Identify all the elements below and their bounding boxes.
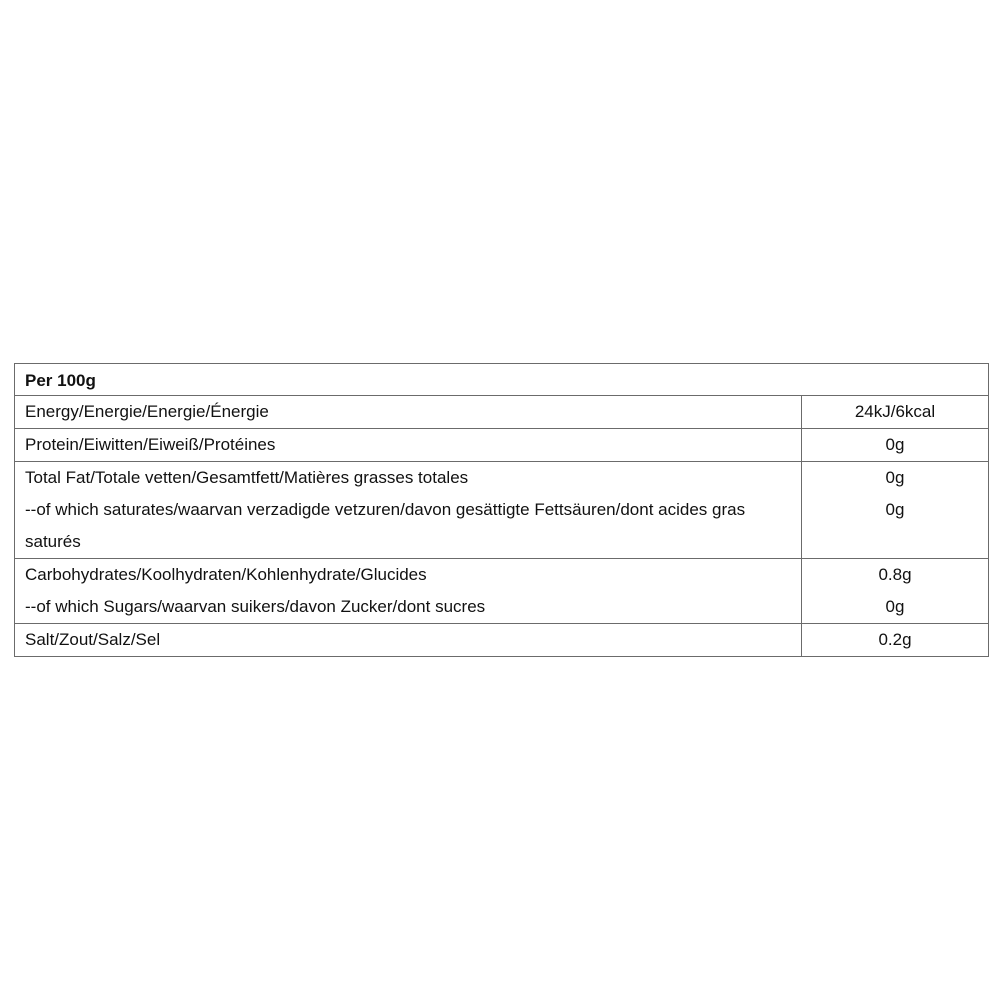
energy-label: Energy/Energie/Energie/Énergie bbox=[25, 402, 269, 421]
saturates-value: 0g bbox=[885, 500, 905, 519]
table-row-carbohydrates bbox=[15, 559, 989, 624]
table-header-row bbox=[15, 364, 989, 396]
row-value-cell bbox=[802, 462, 989, 559]
table-header: Per 100g bbox=[15, 364, 989, 396]
row-label-cell bbox=[15, 429, 802, 462]
row-value-cell bbox=[802, 429, 989, 462]
table-row-protein bbox=[15, 429, 989, 462]
table-row-energy bbox=[15, 396, 989, 429]
row-value-cell bbox=[802, 559, 989, 624]
energy-value: 24kJ/6kcal bbox=[854, 402, 936, 421]
table-row-fat bbox=[15, 462, 989, 559]
row-value-cell bbox=[802, 624, 989, 657]
row-value-cell bbox=[802, 396, 989, 429]
row-label-cell bbox=[15, 624, 802, 657]
nutrition-table bbox=[14, 363, 989, 657]
row-label-cell bbox=[15, 396, 802, 429]
salt-value: 0.2g bbox=[878, 630, 912, 649]
row-label-cell bbox=[15, 559, 802, 624]
table-row-salt bbox=[15, 624, 989, 657]
protein-value: 0g bbox=[885, 435, 905, 454]
carbohydrates-label: Carbohydrates/Koolhydraten/Kohlenhydrate/Glucides bbox=[25, 565, 427, 584]
total-fat-value: 0g bbox=[885, 468, 905, 487]
sugars-label: --of which Sugars/waarvan suikers/davon Zucker/dont sucres bbox=[25, 597, 486, 616]
salt-label: Salt/Zout/Salz/Sel bbox=[25, 630, 161, 649]
protein-label: Protein/Eiwitten/Eiweiß/Protéines bbox=[25, 435, 276, 454]
total-fat-label: Total Fat/Totale vetten/Gesamtfett/Matières grasses totales bbox=[25, 468, 469, 487]
sugars-value: 0g bbox=[885, 597, 905, 616]
carbohydrates-value: 0.8g bbox=[878, 565, 912, 584]
saturates-label: --of which saturates/waarvan verzadigde vetzuren/davon gesättigte Fettsäuren/dont acides gras saturés bbox=[25, 500, 746, 551]
row-label-cell bbox=[15, 462, 802, 559]
